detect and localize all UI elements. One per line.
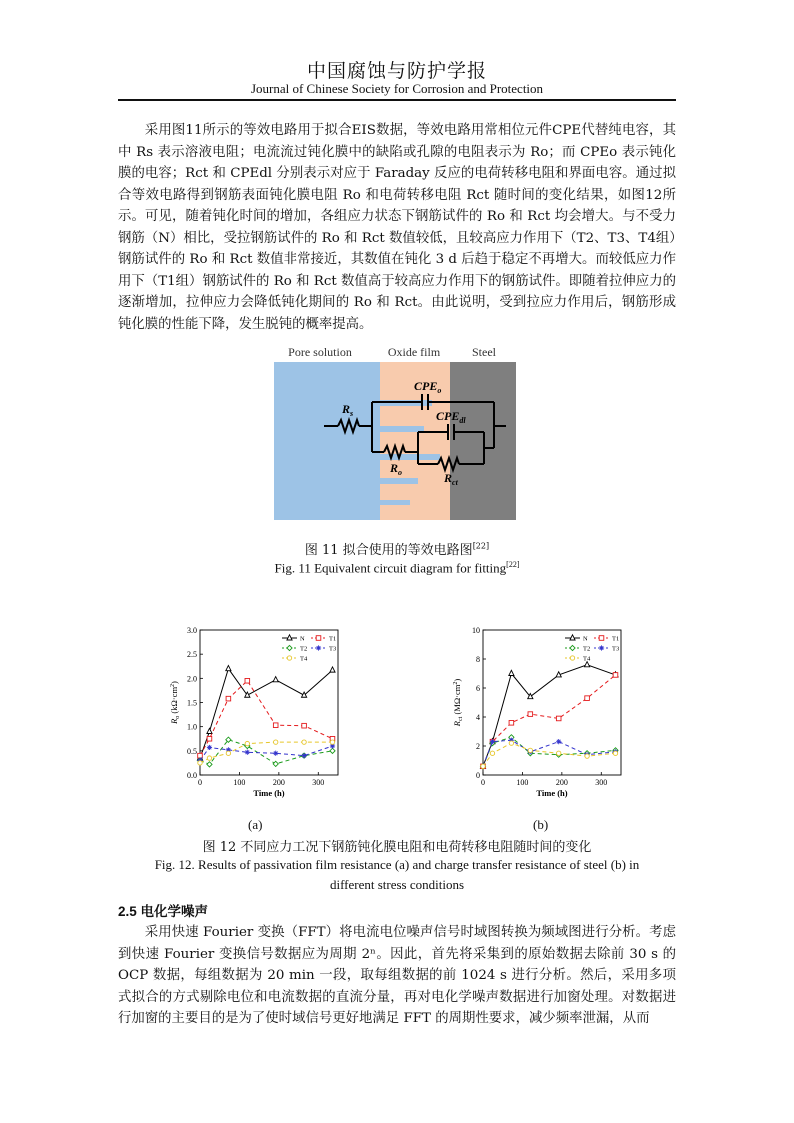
pore-solution-zone	[274, 362, 380, 520]
y-tick-label: 6	[476, 684, 480, 693]
series-line	[483, 740, 615, 766]
series-line	[200, 669, 332, 758]
data-point	[207, 736, 212, 741]
panel-label-a: (a)	[248, 817, 263, 832]
section-number: 2.5	[118, 904, 137, 919]
y-tick-label: 2	[476, 742, 480, 751]
data-point	[528, 712, 533, 717]
data-point	[528, 748, 532, 752]
data-point	[302, 723, 307, 728]
x-tick-label: 200	[555, 778, 568, 787]
data-point	[316, 636, 321, 641]
y-tick-label: 4	[476, 713, 480, 722]
series-N	[197, 665, 335, 760]
y-tick-label: 1.5	[187, 698, 197, 708]
y-tick-label: 2.5	[187, 650, 197, 660]
data-point	[613, 673, 618, 678]
data-point	[613, 751, 617, 755]
section-heading	[118, 900, 208, 920]
rct-label: $R_{ct}$	[444, 471, 458, 487]
data-point	[273, 677, 278, 682]
y-axis-label: $R_{ct}$ $(M\Omega\cdot cm^2)$	[452, 678, 464, 727]
data-point	[226, 665, 231, 670]
x-tick-label: 200	[272, 778, 285, 787]
data-point	[570, 645, 575, 650]
legend-label: T1	[612, 635, 620, 643]
paragraph-text: 采用快速 Fourier 变换（FFT）将电流电位噪声信号时域图转换为频域图进行分析。考虑到快速 Fourier 变换信号数据应为周期 2ⁿ。因此，首先将采集到的原始数据去除前 30 s 的 OCP 数据，每组数据为 20 min 一段，取每组数据的前 1024 s 进行分析。然后，采用多项式拟合的方式剔除电位和电流数据的直流分量，再对电化学噪声数据进行加窗处理。对数据进行加窗的主要目的是为了使时域信号更好地满足 FFT 的周期性要求，减少频率泄漏，从而	[118, 925, 676, 1026]
legend-label: T3	[329, 645, 337, 653]
y-tick-label: 8	[476, 655, 480, 664]
x-axis-label: Time (h)	[536, 788, 568, 798]
paragraph-electrochemical-noise	[118, 922, 676, 1030]
pore-channel	[380, 500, 410, 505]
paragraph-eis-fitting	[118, 120, 676, 335]
legend-label: T1	[329, 635, 337, 643]
data-point	[570, 635, 575, 640]
data-point	[301, 753, 306, 758]
journal-title-cn: 中国腐蚀与防护学报	[306, 60, 487, 82]
plot-frame	[200, 630, 338, 775]
panel-label-b: (b)	[533, 817, 549, 832]
figure12-caption-en-line2: different stress conditions	[329, 877, 465, 892]
figure12-caption-cn: 图 12 不同应力工况下钢筋钝化膜电阻和电荷转移电阻随时间的变化	[202, 840, 592, 855]
data-point	[273, 723, 278, 728]
data-point	[273, 751, 278, 756]
data-point	[274, 740, 278, 744]
series-T1	[481, 673, 618, 769]
x-tick-label: 100	[516, 778, 529, 787]
series-T3	[480, 738, 618, 769]
ro-label: $R_o$	[390, 461, 403, 477]
legend	[565, 635, 619, 663]
data-point	[570, 656, 574, 660]
zone-label-pore-solution: Pore solution	[288, 345, 352, 359]
data-point	[556, 739, 561, 744]
legend-label: T2	[583, 645, 591, 653]
data-point	[207, 762, 212, 767]
series-T1	[198, 678, 335, 758]
data-point	[330, 667, 335, 672]
data-point	[207, 728, 212, 733]
data-point	[330, 748, 335, 753]
legend-label: T4	[583, 655, 591, 663]
pore-channel	[380, 426, 424, 432]
data-point	[557, 751, 561, 755]
x-tick-label: 300	[595, 778, 608, 787]
data-point	[245, 741, 249, 745]
y-tick-label: 0	[476, 771, 480, 780]
series-line	[200, 740, 332, 765]
data-point	[330, 740, 334, 744]
series-line	[200, 681, 332, 756]
data-point	[226, 696, 231, 701]
x-tick-label: 100	[233, 778, 246, 787]
x-tick-label: 0	[481, 778, 485, 787]
data-point	[585, 696, 590, 701]
legend-label: N	[583, 635, 588, 643]
data-point	[207, 756, 211, 760]
series-T2	[480, 735, 618, 769]
x-tick-label: 0	[198, 778, 202, 787]
data-point	[599, 636, 604, 641]
section-title: 电化学噪声	[140, 904, 209, 920]
x-tick-label: 300	[312, 778, 325, 787]
data-point	[316, 645, 321, 650]
y-tick-label: 3.0	[187, 626, 197, 635]
chart-rct-vs-time	[448, 622, 633, 807]
journal-title-en: Journal of Chinese Society for Corrosion and Protection	[250, 81, 544, 96]
data-point	[287, 635, 292, 640]
zone-label-steel: Steel	[472, 345, 496, 359]
rs-label: $R_s$	[342, 402, 354, 418]
pore-channel	[380, 478, 418, 484]
data-point	[509, 721, 514, 726]
cpedl-label: $CPE_{dl}$	[436, 409, 466, 425]
legend-label: T4	[300, 655, 308, 663]
y-tick-label: 10	[472, 626, 480, 635]
data-point	[509, 670, 514, 675]
data-point	[287, 656, 291, 660]
data-point	[599, 645, 604, 650]
legend-label: T2	[300, 645, 308, 653]
data-point	[556, 716, 561, 721]
data-point	[481, 764, 485, 768]
data-point	[490, 751, 494, 755]
cpeo-label: $CPE_o$	[414, 379, 442, 395]
series-line	[483, 665, 615, 767]
series-line	[200, 746, 332, 761]
data-point	[198, 761, 202, 765]
legend-label: N	[300, 635, 305, 643]
data-point	[226, 751, 230, 755]
legend	[282, 635, 336, 663]
series-line	[483, 737, 615, 766]
data-point	[509, 741, 513, 745]
data-point	[273, 761, 278, 766]
data-point	[585, 754, 589, 758]
header-rule	[118, 99, 676, 101]
paragraph-text: 采用图11所示的等效电路用于拟合EIS数据，等效电路用常相位元件CPE代替纯电容，其中 Rs 表示溶液电阻；电流流过钝化膜中的缺陷或孔隙的电阻表示为 Ro；而 CPEo 表示钝化膜的电容；Rct 和 CPEdl 分别表示对应于 Faraday 反应的电荷转移电阻和界面电容。通过拟合等效电路得到钢筋表面钝化膜电阻 Ro 和电荷转移电阻 Rct 随时间的变化结果，如图12所示。可见，随着钝化时间的增加，各组应力状态下钢筋试件的 Ro 和 Rct 均会增大。与不受力钢筋（N）相比，受拉钢筋试件的 Ro 和 Rct 数值较低，且较高应力作用下（T2、T3、T4组）钢筋试件的 Ro 和 Rct 数值非常接近，其数值在钝化 3 d 后趋于稳定不再增大。而较低应力作用下（T1组）钢筋试件的 Ro 和 Rct 数值高于较高应力作用下的钢筋试件。即随着拉伸应力的逐渐增加，拉伸应力会降低钝化期间的 Ro 和 Rct。由此说明，受到拉应力作用后，钢筋形成钝化膜的性能下降，发生脱钝的概率提高。	[118, 123, 676, 332]
data-point	[287, 645, 292, 650]
figure11-caption-cn: 图 11 拟合使用的等效电路图[22]	[304, 541, 490, 558]
data-point	[207, 745, 212, 750]
x-axis-label: Time (h)	[253, 788, 285, 798]
data-point	[490, 739, 495, 744]
figure11-caption-en: Fig. 11 Equivalent circuit diagram for fitting[22]	[274, 560, 520, 576]
y-tick-label: 1.0	[187, 722, 197, 732]
equivalent-circuit-figure	[272, 340, 518, 522]
figure12-caption-en-line1: Fig. 12. Results of passivation film resistance (a) and charge transfer resistance of steel (b) in	[154, 857, 640, 872]
legend-label: T3	[612, 645, 620, 653]
data-point	[245, 678, 250, 683]
y-tick-label: 0.0	[187, 771, 197, 780]
y-tick-label: 0.5	[187, 746, 197, 756]
data-point	[245, 750, 250, 755]
zone-label-oxide-film: Oxide film	[387, 345, 441, 359]
y-axis-label: $R_o$ $(k\Omega\cdot cm^2)$	[169, 681, 181, 724]
chart-ro-vs-time	[165, 622, 350, 807]
series-line	[483, 743, 615, 766]
y-tick-label: 2.0	[187, 674, 197, 684]
data-point	[302, 740, 306, 744]
